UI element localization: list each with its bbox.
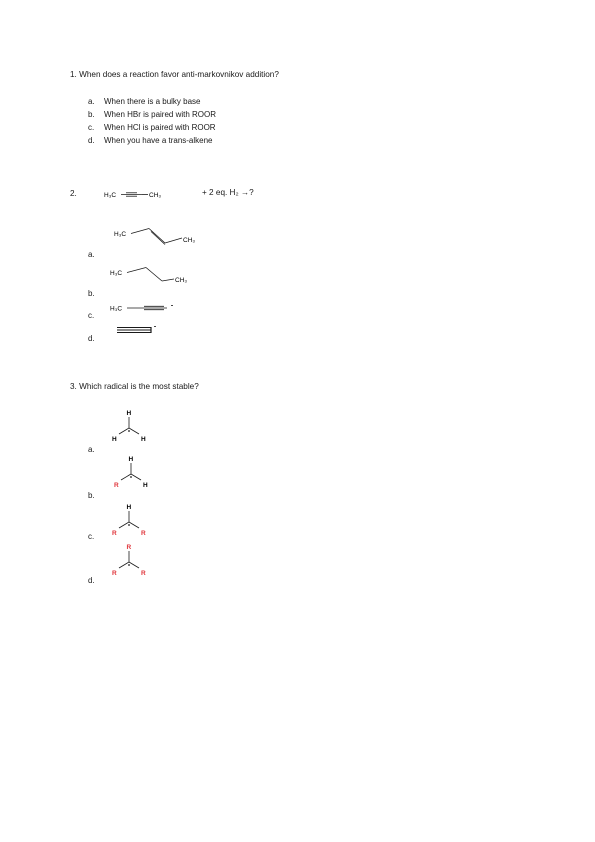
q3-a-top-label: H — [126, 410, 132, 417]
q2-reagent: + 2 eq. H₂ →? — [202, 188, 254, 197]
q1-option-text: When HCl is paired with ROOR — [104, 123, 216, 132]
q2-option-a-structure[interactable] — [114, 224, 209, 250]
q2-option-b-letter[interactable]: b. — [88, 289, 95, 298]
question-1-text: 1. When does a reaction favor anti-markovnikov addition? — [70, 70, 279, 79]
q3-b-right-label: H — [143, 482, 148, 489]
q3-bond-line — [131, 474, 141, 480]
q3-bond-line — [121, 474, 131, 480]
q1-option-text: When there is a bulky base — [104, 97, 201, 106]
q1-option-letter: a. — [88, 97, 95, 106]
q3-c-top-label: H — [126, 504, 132, 511]
radical-dot — [128, 430, 130, 432]
q3-option-a-structure[interactable] — [110, 407, 150, 445]
q3-bond-line — [129, 428, 139, 434]
q3-c-right-label: R — [141, 530, 146, 537]
q3-a-left-label: H — [112, 436, 117, 443]
q2-reactant-left-label: H₃C — [104, 192, 117, 199]
q3-d-left-label: R — [112, 570, 117, 577]
q1-option-b[interactable] — [88, 110, 216, 119]
q3-d-top-label: R — [126, 544, 132, 551]
q2-a-left-label: H₃C — [114, 231, 127, 238]
q3-option-b-structure[interactable] — [112, 453, 152, 491]
q3-bond-line — [129, 562, 139, 568]
q3-bond-line — [119, 522, 129, 528]
q3-b-top-label: H — [128, 456, 134, 463]
q2-bond-line — [131, 229, 149, 234]
q3-option-d-letter[interactable]: d. — [88, 576, 95, 585]
q1-option-text: When you have a trans-alkene — [104, 136, 213, 145]
q2-bond-line — [165, 238, 182, 243]
q2-bond-line — [149, 229, 165, 244]
question-2-number: 2. — [70, 189, 77, 198]
q3-bond-line — [119, 428, 129, 434]
q2-b-left-label: H₃C — [110, 270, 123, 277]
q2-bond-line — [127, 268, 146, 273]
q3-bond-line — [119, 562, 129, 568]
q1-option-letter: d. — [88, 136, 95, 145]
radical-dot — [128, 524, 130, 526]
q1-option-a[interactable] — [88, 97, 201, 106]
q1-option-text: When HBr is paired with ROOR — [104, 110, 217, 119]
q2-bond-line — [151, 232, 165, 245]
q2-bond-line — [146, 268, 162, 282]
q2-option-c-structure[interactable] — [110, 301, 180, 315]
q3-option-c-letter[interactable]: c. — [88, 532, 95, 541]
question-3-text: 3. Which radical is the most stable? — [70, 382, 199, 391]
q3-d-right-label: R — [141, 570, 146, 577]
q2-a-right-label: CH₃ — [183, 237, 196, 244]
q3-option-d-structure[interactable] — [110, 541, 150, 579]
q2-b-right-label: CH₃ — [175, 277, 188, 284]
radical-dot — [130, 476, 132, 478]
q1-option-letter: c. — [88, 123, 95, 132]
q2-bond-line — [162, 279, 174, 281]
q3-option-b-letter[interactable]: b. — [88, 491, 95, 500]
q1-option-c[interactable] — [88, 123, 216, 132]
radical-dot — [128, 564, 130, 566]
q2-reactant-right-label: CH₃ — [149, 192, 162, 199]
q1-option-d[interactable] — [88, 136, 213, 145]
q2-option-b-structure[interactable] — [110, 264, 200, 290]
q3-option-a-letter[interactable]: a. — [88, 445, 95, 454]
q2-option-d-structure[interactable] — [115, 323, 165, 337]
q3-b-left-label: R — [114, 482, 119, 489]
q2-c-left-label: H₃C — [110, 305, 123, 313]
q2-option-d-letter[interactable]: d. — [88, 334, 95, 343]
q1-option-letter: b. — [88, 110, 95, 119]
q2-option-c-letter[interactable]: c. — [88, 311, 95, 320]
q3-c-left-label: R — [112, 530, 117, 537]
q2-reactant-alkyne — [104, 186, 164, 202]
q3-a-right-label: H — [141, 436, 146, 443]
q3-bond-line — [129, 522, 139, 528]
q3-option-c-structure[interactable] — [110, 501, 150, 539]
q2-option-a-letter[interactable]: a. — [88, 250, 95, 259]
